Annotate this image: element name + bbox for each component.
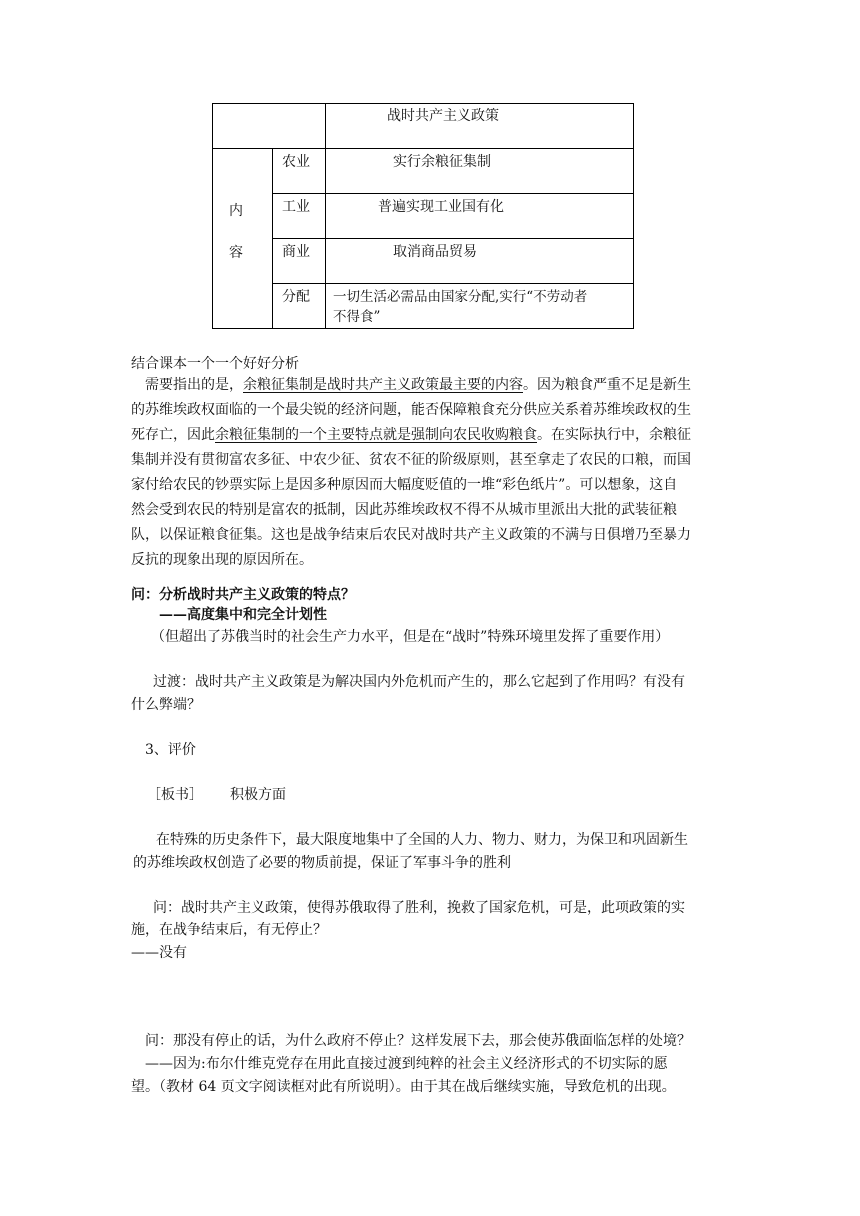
underlined-key-point: 余粮征集制的一个主要特点就是强制向农民收购粮食 — [215, 427, 537, 443]
table-border — [212, 148, 634, 149]
table-border — [212, 103, 634, 104]
table-border — [272, 193, 634, 194]
table-content-cell: 不得食” — [333, 309, 381, 325]
paragraph-line — [131, 425, 691, 445]
table-content-cell: 普遍实现工业国有化 — [378, 199, 504, 215]
table-border — [212, 328, 634, 329]
transition-line: 过渡：战时共产主义政策是为解决国内外危机而产生的，那么它起到了作用吗？有没有 — [153, 674, 685, 690]
table-content-cell: 一切生活必需品由国家分配,实行“不劳动者 — [333, 289, 588, 305]
table-content-cell: 取消商品贸易 — [393, 244, 477, 260]
board-text: 积极方面 — [230, 787, 286, 803]
table-content-cell: 实行余粮征集制 — [393, 154, 491, 170]
table-sector-cell: 农业 — [282, 154, 310, 170]
table-border — [212, 103, 213, 329]
paragraph-line: 集制并没有贯彻富农多征、中农少征、贫农不征的阶级原则，甚至拿走了农民的口粮，而国 — [131, 452, 691, 468]
answer-line: ——高度集中和完全计划性 — [159, 607, 327, 623]
table-border — [272, 283, 634, 284]
paragraph-line: 的苏维埃政权创造了必要的物质前提，保证了军事斗争的胜利 — [133, 855, 511, 871]
table-border — [633, 103, 634, 329]
question-line: 施，在战争结束后，有无停止？ — [131, 922, 327, 938]
paragraph-line — [145, 375, 691, 395]
text-span: 。因为粮食严重不足是新生 — [523, 377, 691, 393]
paragraph-line: 家付给农民的钞票实际上是因多种原因而大幅度贬值的一堆“彩色纸片”。可以想象，这自 — [131, 477, 678, 493]
table-group-label: 容 — [229, 245, 243, 261]
text-span: 死存亡，因此 — [131, 427, 215, 443]
answer-line: 望。（教材 64 页文字阅读框对此有所说明）。由于其在战后继续实施，导致危机的出现。 — [131, 1079, 676, 1095]
table-sector-cell: 商业 — [282, 244, 310, 260]
question-heading: 问：分析战时共产主义政策的特点？ — [131, 587, 355, 603]
text-span: 需要指出的是， — [145, 377, 243, 393]
transition-line: 什么弊端？ — [131, 697, 201, 713]
section-heading: 3、评价 — [145, 742, 196, 758]
table-sector-cell: 分配 — [282, 289, 310, 305]
question-line: 问：战时共产主义政策，使得苏俄取得了胜利，挽救了国家危机，可是，此项政策的实 — [153, 900, 685, 916]
underlined-key-point: 余粮征集制是战时共产主义政策最主要的内容 — [243, 377, 523, 393]
table-border — [272, 238, 634, 239]
paragraph-line: 反抗的现象出现的原因所在。 — [131, 552, 313, 568]
question-line: 问：那没有停止的话，为什么政府不停止？这样发展下去，那会使苏俄面临怎样的处境？ — [145, 1033, 691, 1049]
paragraph-intro: 结合课本一个一个好好分析 — [131, 356, 299, 372]
answer-line: ——没有 — [131, 945, 187, 961]
paragraph-line: 在特殊的历史条件下，最大限度地集中了全国的人力、物力、财力，为保卫和巩固新生 — [156, 832, 688, 848]
paragraph-line: 然会受到农民的特别是富农的抵制，因此苏维埃政权不得不从城市里派出大批的武装征粮 — [131, 502, 677, 518]
answer-note: （但超出了苏俄当时的社会生产力水平，但是在“战时”特殊环境里发挥了重要作用） — [151, 629, 670, 645]
table-sector-cell: 工业 — [282, 199, 310, 215]
paragraph-line: 的苏维埃政权面临的一个最尖锐的经济问题，能否保障粮食充分供应关系着苏维埃政权的生 — [131, 402, 691, 418]
table-border — [272, 148, 273, 329]
table-border — [325, 103, 326, 329]
text-span: 。在实际执行中，余粮征 — [537, 427, 691, 443]
table-group-label: 内 — [229, 203, 243, 219]
paragraph-line: 队，以保证粮食征集。这也是战争结束后农民对战时共产主义政策的不满与日俱增乃至暴力 — [131, 527, 691, 543]
table-header: 战时共产主义政策 — [387, 108, 499, 124]
board-label: ［板书］ — [147, 787, 203, 803]
answer-line: ——因为:布尔什维克党存在用此直接过渡到纯粹的社会主义经济形式的不切实际的愿 — [145, 1056, 668, 1072]
